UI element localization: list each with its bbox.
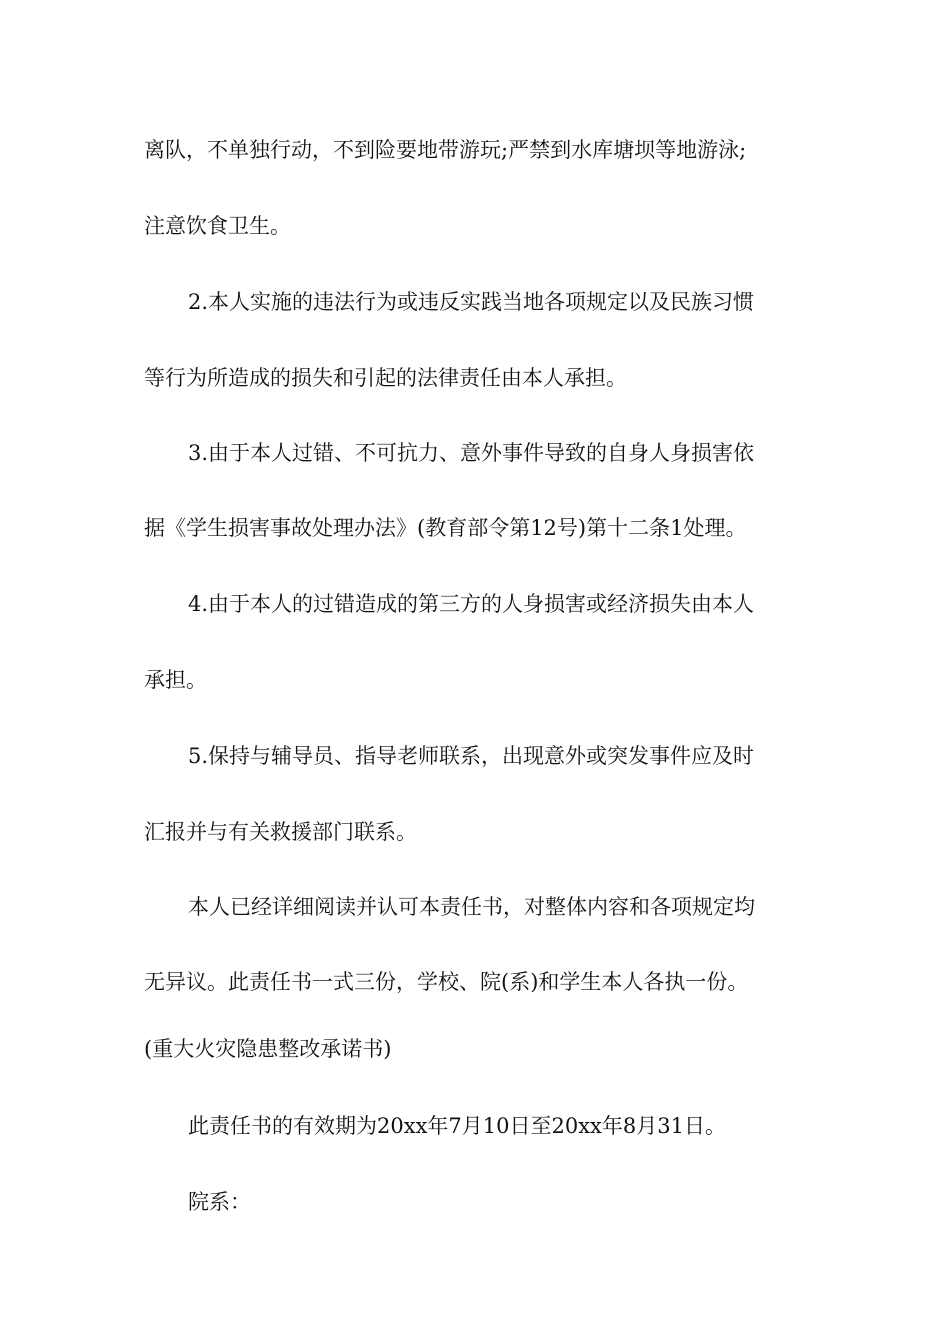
text-line: 汇报并与有关救援部门联系。 [144, 820, 417, 844]
paragraph-start: 5.保持与辅导员、指导老师联系，出现意外或突发事件应及时 [188, 744, 755, 768]
text-line: 承担。 [144, 668, 207, 692]
text-line: 离队，不单独行动，不到险要地带游玩;严禁到水库塘坝等地游泳; [144, 138, 747, 162]
text-line: 等行为所造成的损失和引起的法律责任由本人承担。 [144, 366, 627, 390]
paragraph-start: 2.本人实施的违法行为或违反实践当地各项规定以及民族习惯 [188, 290, 755, 314]
text-line: 注意饮食卫生。 [144, 214, 291, 238]
department-label: 院系： [188, 1190, 251, 1214]
paragraph-start: 3.由于本人过错、不可抗力、意外事件导致的自身人身损害依 [188, 441, 755, 465]
paragraph-start: 本人已经详细阅读并认可本责任书，对整体内容和各项规定均 [188, 895, 755, 919]
paragraph-start: 4.由于本人的过错造成的第三方的人身损害或经济损失由本人 [188, 592, 755, 616]
text-line: 据《学生损害事故处理办法》(教育部令第12号)第十二条1处理。 [144, 516, 747, 540]
text-line: 无异议。此责任书一式三份，学校、院(系)和学生本人各执一份。 [144, 970, 749, 994]
text-line: (重大火灾隐患整改承诺书) [144, 1037, 392, 1061]
paragraph-start: 此责任书的有效期为20xx年7月10日至20xx年8月31日。 [188, 1114, 726, 1138]
